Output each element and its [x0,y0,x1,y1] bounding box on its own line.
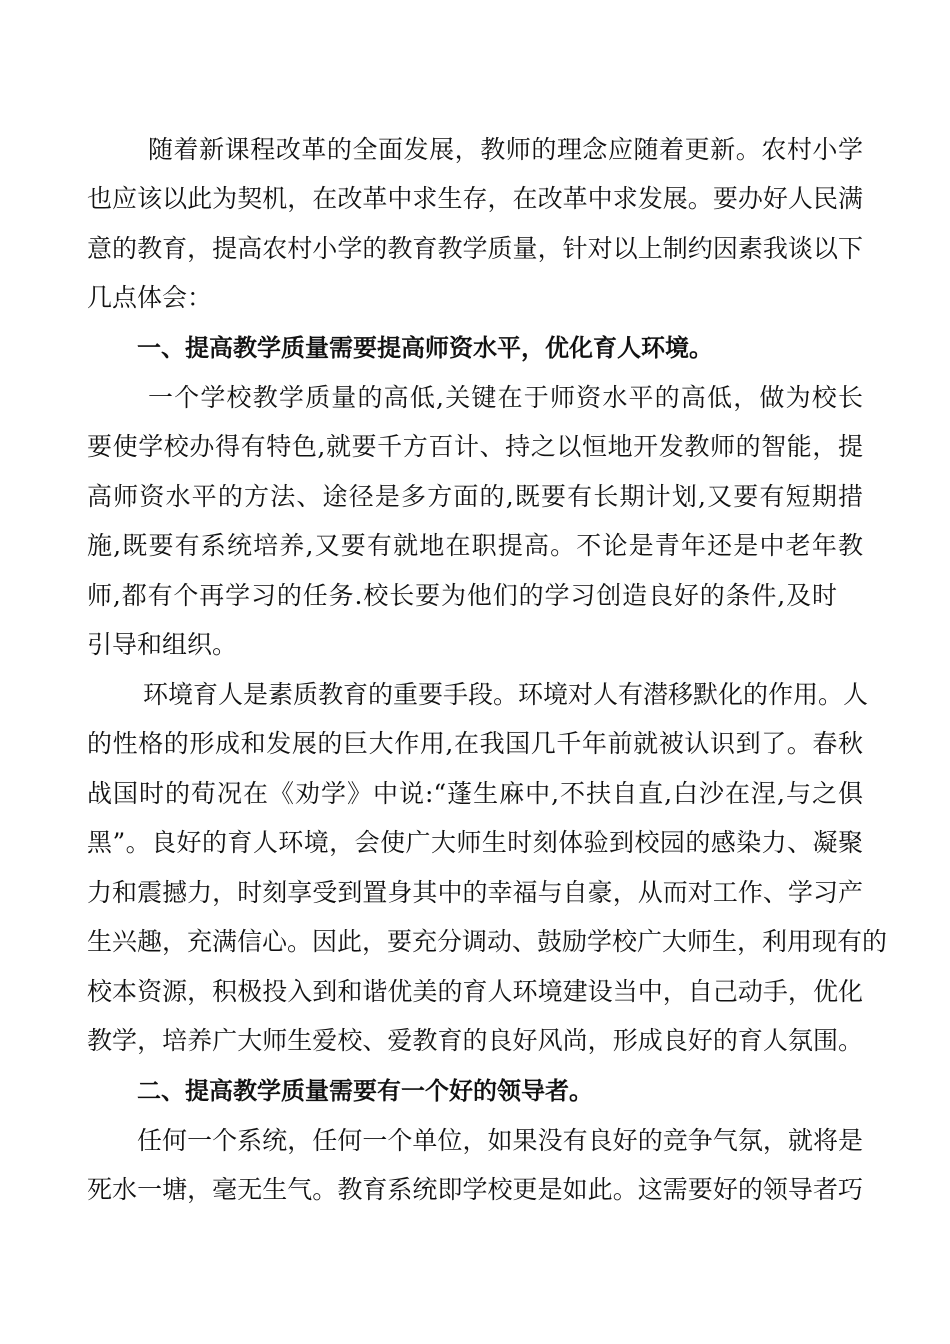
paragraph-line: 也应该以此为契机，在改革中求生存，在改革中求发展。要办好人民满 [87,184,863,213]
paragraph-line: 的性格的形成和发展的巨大作用,在我国几千年前就被认识到了。春秋 [87,729,863,758]
paragraph-line: 黑”。良好的育人环境，会使广大师生时刻体验到校园的感染力、凝聚 [87,828,863,857]
paragraph-line: 师,都有个再学习的任务.校长要为他们的学习创造良好的条件,及时 [87,581,837,610]
paragraph-line: 高师资水平的方法、途径是多方面的,既要有长期计划,又要有短期措 [87,482,863,511]
paragraph-line: 施,既要有系统培养,又要有就地在职提高。不论是青年还是中老年教 [87,531,863,560]
paragraph-line: 一个学校教学质量的高低,关键在于师资水平的高低，做为校长 [148,383,863,412]
paragraph-line: 几点体会： [87,283,213,312]
paragraph-line: 校本资源，积极投入到和谐优美的育人环境建设当中，自己动手，优化 [87,977,863,1006]
paragraph-line: 教学，培养广大师生爱校、爱教育的良好风尚，形成良好的育人氛围。 [87,1026,863,1055]
paragraph-line: 死水一塘，毫无生气。教育系统即学校更是如此。这需要好的领导者巧 [87,1175,863,1204]
paragraph-line: 任何一个系统，任何一个单位，如果没有良好的竞争气氛，就将是 [137,1126,863,1155]
paragraph-line: 战国时的荀况在《劝学》中说:“蓬生麻中,不扶自直,白沙在涅,与之俱 [87,779,863,808]
paragraph-line: 意的教育，提高农村小学的教育教学质量，针对以上制约因素我谈以下 [87,234,863,263]
paragraph-line: 随着新课程改革的全面发展，教师的理念应随着更新。农村小学 [148,135,863,164]
paragraph-line: 生兴趣，充满信心。因此，要充分调动、鼓励学校广大师生，利用现有的 [87,927,888,956]
section-heading: 一、提高教学质量需要提高师资水平，优化育人环境。 [137,334,713,362]
paragraph-line: 要使学校办得有特色,就要千方百计、持之以恒地开发教师的智能，提 [87,432,863,461]
paragraph-line: 引导和组织。 [87,630,238,659]
paragraph-line: 力和震撼力，时刻享受到置身其中的幸福与自豪，从而对工作、学习产 [87,878,863,907]
paragraph-line: 环境育人是素质教育的重要手段。环境对人有潜移默化的作用。人 [143,680,869,709]
section-heading: 二、提高教学质量需要有一个好的领导者。 [137,1077,593,1105]
